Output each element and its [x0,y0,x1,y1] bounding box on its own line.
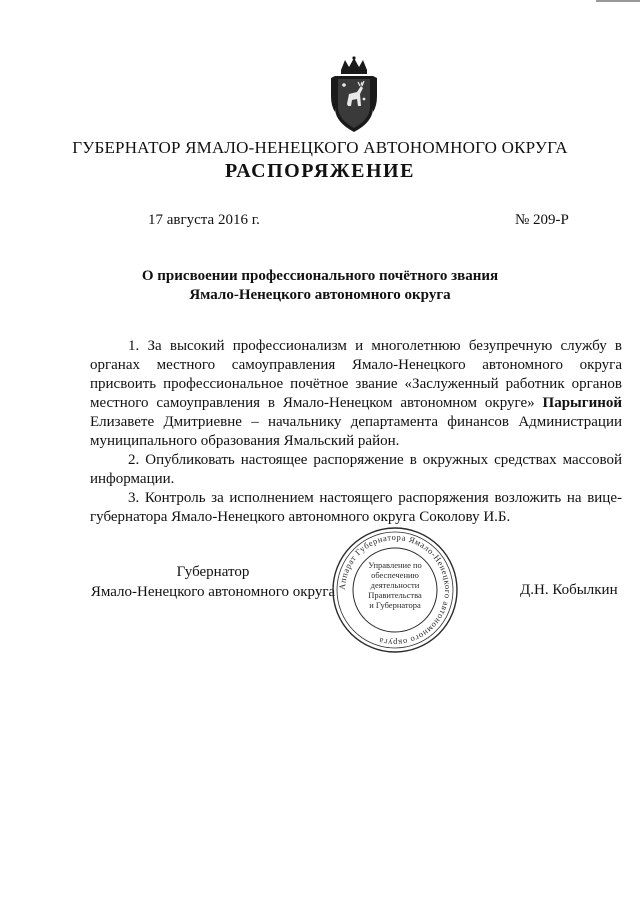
heading-line-1: О присвоении профессионального почётного звания [141,268,499,284]
seal-center-line-3: деятельности [370,580,420,590]
seal-center-text [356,560,434,610]
document-number: № 209-Р [515,212,569,228]
seal-center-line-2: обеспечению [371,570,419,580]
document-heading [0,267,640,305]
awardee-surname: Парыгиной [542,395,622,411]
paragraph-1 [90,337,622,451]
document-date: 17 августа 2016 г. [148,212,260,228]
paragraph-1-tail: Елизавете Дмитриевне – начальнику департамента финансов Администрации муниципального образования Ямальский район. [90,414,622,449]
document-type: РАСПОРЯЖЕНИЕ [225,160,415,182]
paragraph-1-text: 1. За высокий профессионализм и многолетнюю безупречную службу в органах местного самоуправления Ямало-Ненецкого автономного округа присвоить профессиональное почётное звание «Заслуженный работник органов местного самоуправления в Ямало-Ненецком автономном округе» [90,338,622,411]
seal-ring-text: Аппарат Губернатора Ямало-Ненецкого автономного округа [336,531,454,649]
seal-center-line-4: Правительства [368,590,422,600]
signatory-title-line-2: Ямало-Ненецкого автономного округа [90,584,336,600]
signatory-title [90,562,336,602]
paragraph-2: 2. Опубликовать настоящее распоряжение в окружных средствах массовой информации. [90,452,622,487]
paragraph-3: 3. Контроль за исполнением настоящего распоряжения возложить на вице-губернатора Ямало-Ненецкого автономного округа Соколову И.Б. [90,490,622,525]
seal-center-line-5: и Губернатора [369,600,421,610]
signatory-name: Д.Н. Кобылкин [520,582,618,598]
seal-center-line-1: Управление по [368,560,422,570]
issuing-authority: ГУБЕРНАТОР ЯМАЛО-НЕНЕЦКОГО АВТОНОМНОГО ОКРУГА [72,138,568,157]
document-body [90,337,622,527]
signatory-title-line-1: Губернатор [176,564,250,580]
coat-of-arms-icon [327,56,381,136]
scan-edge-mark [596,0,640,2]
heading-line-2: Ямало-Ненецкого автономного округа [189,287,451,303]
